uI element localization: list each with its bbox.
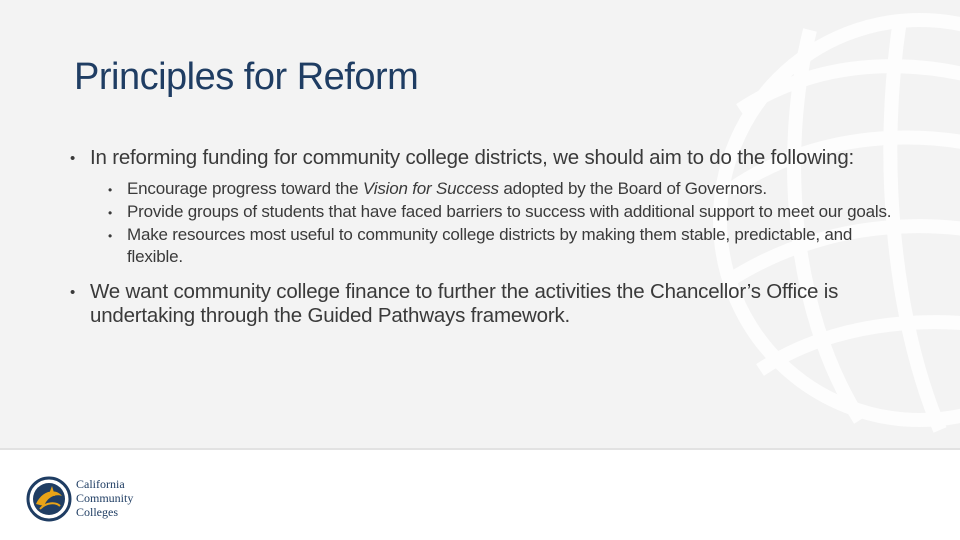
slide-title: Principles for Reform xyxy=(74,56,419,98)
logo-line: California xyxy=(76,477,125,491)
bullet-text: We want community college finance to further the activities the Chancellor’s Office is undertaking through the Guided Pathways framework. xyxy=(90,280,839,327)
bullet-dot-icon: • xyxy=(70,284,76,301)
logo-line: Colleges xyxy=(76,505,118,519)
bullet-dot-icon: • xyxy=(108,206,113,220)
slide-content xyxy=(70,146,910,328)
bullet-dot-icon: • xyxy=(108,183,113,197)
bullet-dot-icon: • xyxy=(70,150,76,167)
logo-wordmark xyxy=(76,477,133,519)
logo-line: Community xyxy=(76,491,134,505)
sub-bullet-text-before: Encourage progress toward the xyxy=(127,179,363,198)
bullet-item xyxy=(70,146,910,170)
california-community-colleges-logo xyxy=(26,476,166,524)
bullet-dot-icon: • xyxy=(108,229,113,243)
sub-bullet-item xyxy=(108,201,910,223)
sub-bullet-item xyxy=(108,224,910,268)
sub-bullet-text: Provide groups of students that have faced barriers to success with additional support to meet our goals. xyxy=(127,202,892,221)
bullet-text: In reforming funding for community college districts, we should aim to do the following: xyxy=(90,146,855,169)
sub-bullet-text-after: adopted by the Board of Governors. xyxy=(498,179,767,198)
sub-bullet-text: Make resources most useful to community college districts by making them stable, predictable, and flexible. xyxy=(127,225,853,266)
seal-icon xyxy=(26,476,72,522)
vision-for-success-emphasis: Vision for Success xyxy=(362,179,499,198)
sub-bullet-item xyxy=(108,178,910,200)
bullet-item xyxy=(70,280,910,328)
